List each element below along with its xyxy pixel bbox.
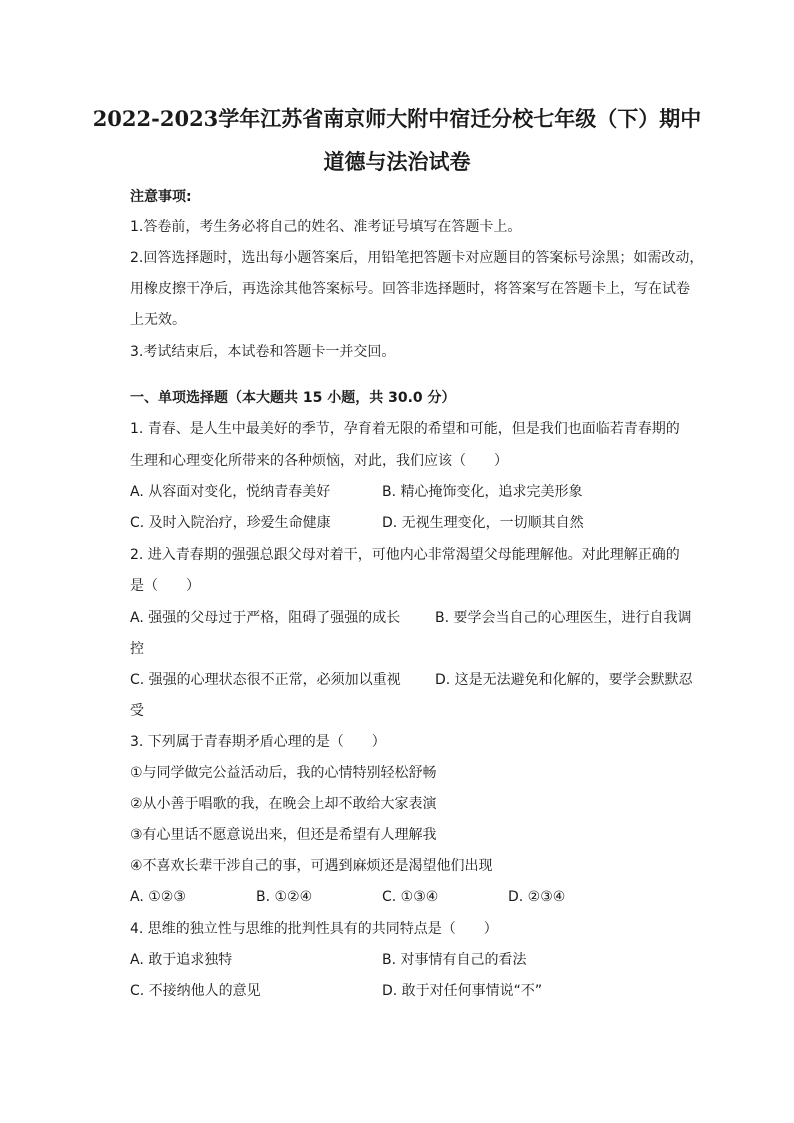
q1-option-c: C. 及时入院治疗，珍爱生命健康 bbox=[130, 515, 331, 531]
notice-item-3: 3.考试结束后，本试卷和答题卡一并交回。 bbox=[130, 344, 396, 360]
q2-option-b-line1: B. 要学会当自己的心理医生，进行自我调 bbox=[435, 610, 692, 626]
q1-option-d: D. 无视生理变化，一切顺其自然 bbox=[382, 515, 584, 531]
exam-title-line2: 道德与法治试卷 bbox=[323, 149, 471, 174]
q3-statement-2: ②从小善于唱歌的我，在晚会上却不敢给大家表演 bbox=[130, 796, 437, 812]
q2-stem-b: 是（ ） bbox=[130, 578, 200, 594]
q3-statement-1: ①与同学做完公益活动后，我的心情特别轻松舒畅 bbox=[130, 765, 437, 781]
q3-option-b: B. ①②④ bbox=[256, 889, 313, 905]
q4-option-b: B. 对事情有自己的看法 bbox=[382, 952, 527, 968]
q4-option-d: D. 敢于对任何事情说“不” bbox=[382, 983, 543, 999]
q3-option-c: C. ①③④ bbox=[382, 889, 439, 905]
q4-option-c: C. 不接纳他人的意见 bbox=[130, 983, 261, 999]
notice-item-2a: 2.回答选择题时，选出每小题答案后，用铅笔把答题卡对应题目的答案标号涂黑；如需改动， bbox=[130, 250, 704, 266]
q4-option-a: A. 敢于追求独特 bbox=[130, 952, 233, 968]
section1-heading: 一、单项选择题（本大题共 15 小题，共 30.0 分） bbox=[130, 390, 456, 406]
notice-item-2c: 上无效。 bbox=[130, 312, 186, 328]
notice-heading: 注意事项: bbox=[130, 189, 192, 205]
exam-title-line1: 2022-2023学年江苏省南京师大附中宿迁分校七年级（下）期中 bbox=[92, 106, 702, 131]
q4-stem: 4. 思维的独立性与思维的批判性具有的共同特点是（ ） bbox=[130, 921, 498, 937]
q2-stem-a: 2. 进入青春期的强强总跟父母对着干，可他内心非常渴望父母能理解他。对此理解正确的 bbox=[130, 547, 680, 563]
q2-option-c: C. 强强的心理状态很不正常，必须加以重视 bbox=[130, 672, 401, 688]
q1-option-b: B. 精心掩饰变化，追求完美形象 bbox=[382, 484, 583, 500]
q1-stem-b: 生理和心理变化所带来的各种烦恼，对此，我们应该（ ） bbox=[130, 453, 508, 469]
q3-stem: 3. 下列属于青春期矛盾心理的是（ ） bbox=[130, 734, 386, 750]
q3-option-d: D. ②③④ bbox=[508, 889, 566, 905]
q2-option-d-line2: 受 bbox=[130, 703, 144, 719]
q2-option-a: A. 强强的父母过于严格，阻碍了强强的成长 bbox=[130, 610, 401, 626]
notice-item-2b: 用橡皮擦干净后，再选涂其他答案标号。回答非选择题时，将答案写在答题卡上，写在试卷 bbox=[130, 281, 690, 297]
q1-option-a: A. 从容面对变化，悦纳青春美好 bbox=[130, 484, 331, 500]
q2-option-b-line2: 控 bbox=[130, 641, 144, 657]
q3-statement-3: ③有心里话不愿意说出来，但还是希望有人理解我 bbox=[130, 827, 437, 843]
q3-option-a: A. ①②③ bbox=[130, 889, 186, 905]
q3-statement-4: ④不喜欢长辈干涉自己的事，可遇到麻烦还是渴望他们出现 bbox=[130, 858, 493, 874]
q1-stem-a: 1. 青春、是人生中最美好的季节，孕育着无限的希望和可能，但是我们也面临若青春期的 bbox=[130, 421, 680, 437]
q2-option-d-line1: D. 这是无法避免和化解的，要学会默默忍 bbox=[435, 672, 693, 688]
notice-item-1: 1.答卷前，考生务必将自己的姓名、准考证号填写在答题卡上。 bbox=[130, 219, 522, 235]
